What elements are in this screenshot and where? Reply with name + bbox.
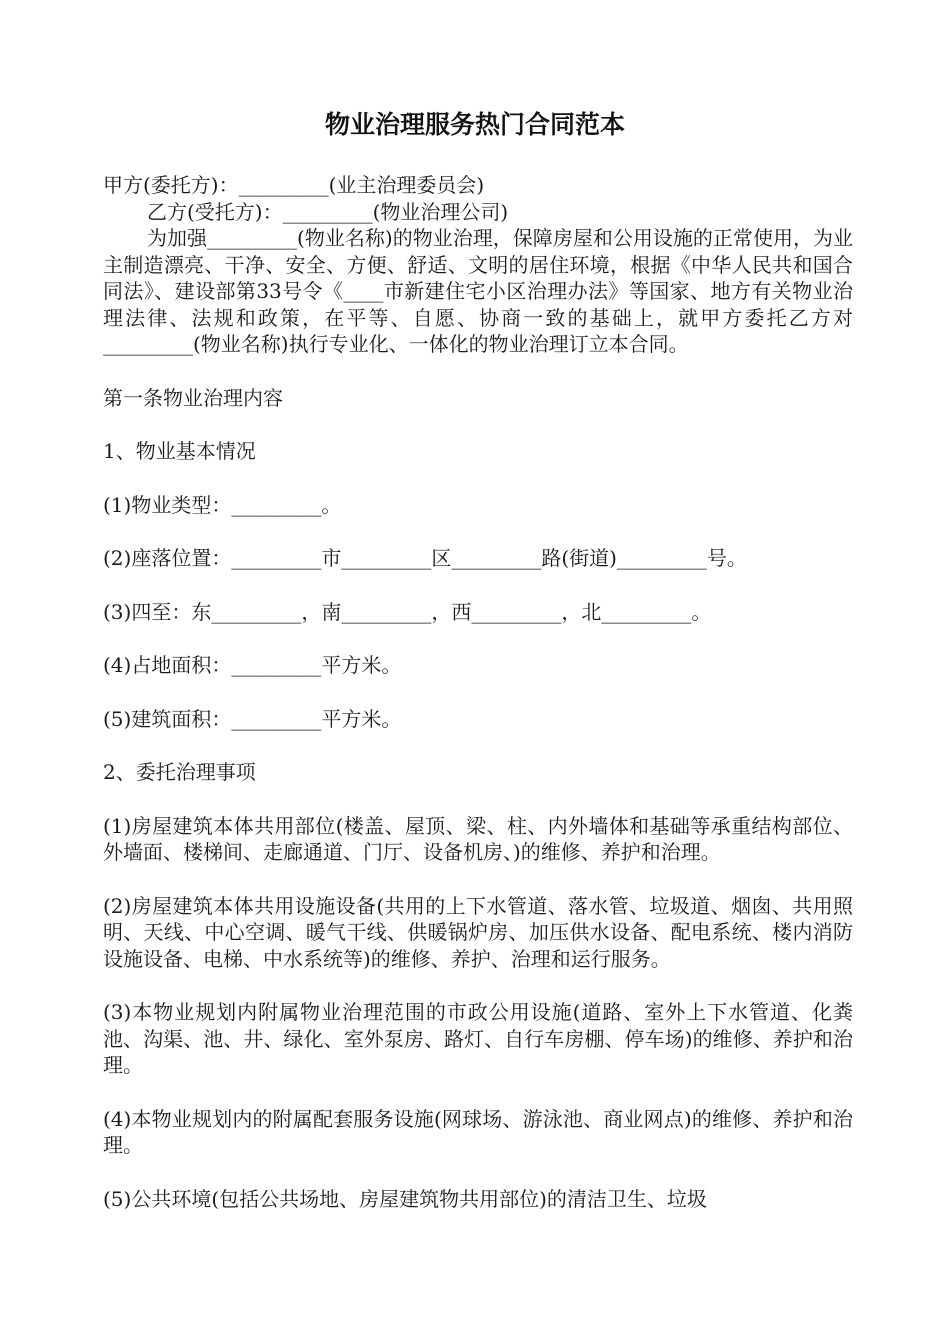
document-body xyxy=(103,172,853,1212)
section-2-heading: 2、委托治理事项 xyxy=(103,760,256,784)
item-3-paragraph: (3)本物业规划内附属物业治理范围的市政公用设施(道路、室外上下水管道、化粪池、沟渠、池、井、绿化、室外泵房、路灯、自行车房棚、停车场)的维修、养护和治理。 xyxy=(103,1000,853,1077)
building-area-line: (5)建筑面积：_________平方米。 xyxy=(103,706,402,731)
item-4-paragraph: (4)本物业规划内的附属配套服务设施(网球场、游泳池、商业网点)的维修、养护和治理。 xyxy=(103,1106,853,1157)
land-area-line: (4)占地面积：_________平方米。 xyxy=(103,653,402,677)
party-a-line: 甲方(委托方)：_________(业主治理委员会) xyxy=(103,173,485,197)
item-1-paragraph: (1)房屋建筑本体共用部位(楼盖、屋顶、梁、柱、内外墙体和基础等承重结构部位、外墙面、楼梯间、走廊通道、门厅、设备机房、)的维修、养护和治理。 xyxy=(103,813,853,864)
section-1-heading: 1、物业基本情况 xyxy=(103,439,256,463)
boundaries-line: (3)四至：东_________，南_________，西_________，北_________。 xyxy=(103,599,712,624)
item-5-paragraph: (5)公共环境(包括公共场地、房屋建筑物共用部位)的清洁卫生、垃圾 xyxy=(103,1186,707,1211)
article-1-heading: 第一条物业治理内容 xyxy=(103,385,283,410)
preamble-paragraph: 为加强_________(物业名称)的物业治理，保障房屋和公用设施的正常使用，为业主制造漂亮、干净、安全、方便、舒适、文明的居住环境，根据《中华人民共和国合同法》、建设部第33号令《____市新建住宅小区治理办法》等国家、地方有关物业治理法律、法规和政策，在平等、自愿、协商一致的基础上，就甲方委托乙方对_________(物业名称)执行专业化、一体化的物业治理订立本合同。 xyxy=(103,226,853,356)
item-2-paragraph: (2)房屋建筑本体共用设施设备(共用的上下水管道、落水管、垃圾道、烟囱、共用照明、天线、中心空调、暖气干线、供暖锅炉房、加压供水设备、配电系统、楼内消防设施设备、电梯、中水系统等)的维修、养护、治理和运行服务。 xyxy=(103,893,853,971)
document-title: 物业治理服务热门合同范本 xyxy=(324,110,625,139)
location-line: (2)座落位置：_________市_________区_________路(街道)_________号。 xyxy=(103,546,747,570)
property-type-line: (1)物业类型：_________。 xyxy=(103,492,342,517)
party-b-line: 乙方(受托方)：_________(物业治理公司) xyxy=(147,199,509,224)
